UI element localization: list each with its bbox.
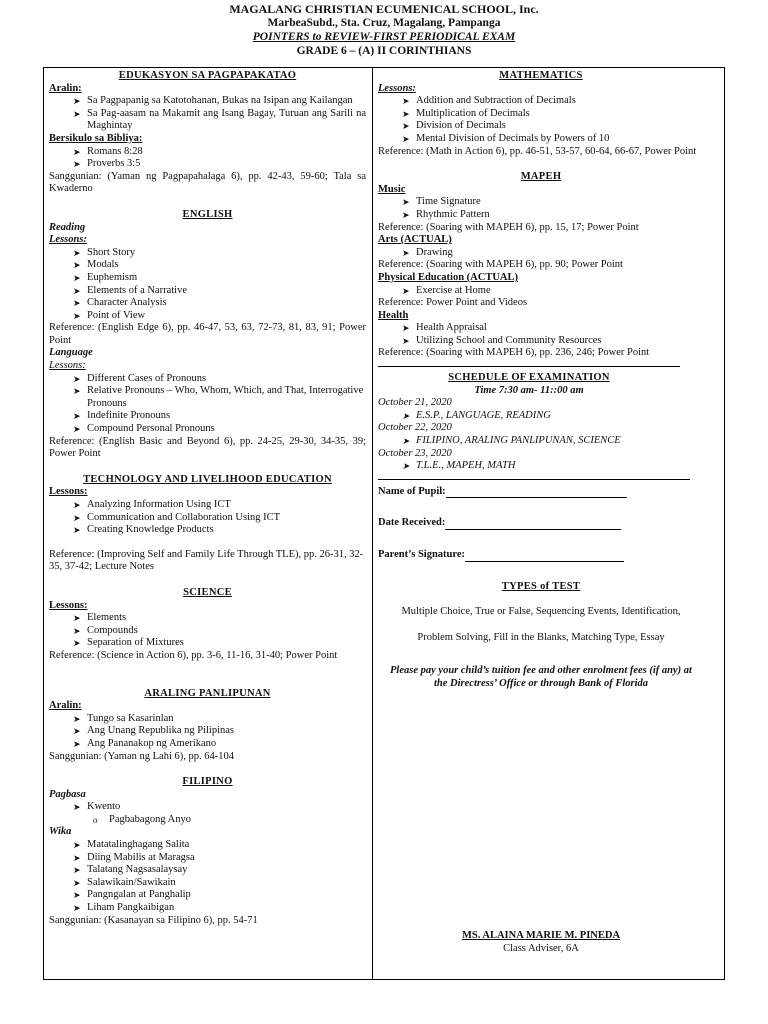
- reference: Sanggunian: (Kasanayan sa Filipino 6), pp. 54-71: [49, 914, 258, 926]
- arrow-bullet-icon: ➤: [402, 209, 410, 220]
- lessons-label: Lessons:: [49, 234, 87, 246]
- list-item: ➤ Sa Pag-aasam na Makamit ang Isang Bagay, Turuan ang Sarili na Maghintay: [73, 107, 366, 132]
- arrow-bullet-icon: ➤: [73, 260, 81, 271]
- list-item: ➤ Elements: [73, 612, 127, 624]
- health-label: Health: [378, 309, 409, 321]
- pagbasa-label: Pagbasa: [49, 788, 86, 800]
- bible-label: Bersikulo sa Bibliya:: [49, 132, 143, 144]
- list-item: ➤ Relative Pronouns – Who, Whom, Which, and That, Interrogative Pronouns: [73, 385, 364, 409]
- section-title: FILIPINO: [182, 776, 233, 788]
- arrow-bullet-icon: ➤: [73, 386, 81, 397]
- list-item: ➤ Division of Decimals: [402, 120, 506, 132]
- list-item: ➤ Indefinite Pronouns: [73, 410, 171, 422]
- lesson-list: [49, 713, 366, 751]
- list-item: ➤ Analyzing Information Using ICT: [73, 499, 231, 510]
- left-column: [49, 70, 366, 927]
- lesson-list: [49, 801, 366, 826]
- arrow-bullet-icon: ➤: [73, 525, 81, 536]
- aralin-label: Aralin:: [49, 82, 82, 94]
- list-item: ➤ Proverbs 3:5: [73, 158, 141, 170]
- arrow-bullet-icon: ➤: [73, 726, 81, 737]
- language-label: Language: [49, 347, 93, 359]
- list-item: ➤ Short Story: [73, 246, 136, 258]
- list-item: ➤ Euphemism: [73, 271, 138, 283]
- exam-time: Time 7:30 am- 11::00 am: [474, 384, 584, 396]
- arrow-bullet-icon: ➤: [73, 802, 81, 813]
- lesson-list: [49, 95, 366, 133]
- arrow-bullet-icon: ➤: [402, 108, 410, 119]
- lessons-label: Lessons:: [49, 360, 86, 372]
- circle-bullet-icon: o: [93, 814, 98, 825]
- list-item: ➤ Mental Division of Decimals by Powers of 10: [402, 132, 610, 144]
- list-item: ➤ Rhythmic Pattern: [402, 208, 490, 220]
- blank-line[interactable]: [446, 497, 627, 498]
- lesson-list: [49, 247, 366, 323]
- adviser-role: Class Adviser, 6A: [503, 942, 579, 954]
- list-item: ➤ E.S.P., LANGUAGE, READING: [402, 409, 551, 421]
- test-types-line: Multiple Choice, True or False, Sequencing Events, Identification,: [401, 606, 681, 618]
- music-label: Music: [378, 183, 406, 195]
- list-item: ➤ Modals: [73, 259, 119, 271]
- grade-section: GRADE 6 – (A) II CORINTHIANS: [296, 45, 472, 57]
- list-item: ➤ Point of View: [73, 309, 146, 321]
- schedule-section: [378, 372, 704, 473]
- arrow-bullet-icon: ➤: [73, 890, 81, 901]
- parent-signature-field[interactable]: [378, 549, 704, 562]
- section-title: MAPEH: [520, 171, 562, 183]
- section-title: EDUKASYON SA PAGPAPAKATAO: [118, 70, 297, 81]
- reference: Reference: (Science in Action 6), pp. 3-6, 11-16, 31-40; Power Point: [49, 649, 338, 661]
- filipino-section: [49, 776, 366, 927]
- list-item: ➤ Kwento: [73, 801, 121, 813]
- list-item: ➤ Sa Pagpapanig sa Katotohanan, Bukas na Isipan ang Kailangan: [73, 95, 353, 107]
- reference: Sanggunian: (Yaman ng Pagpapahalaga 6), pp. 42-43, 59-60; Tala sa Kwaderno: [49, 170, 366, 195]
- list-item: ➤ Addition and Subtraction of Decimals: [402, 95, 576, 107]
- arrow-bullet-icon: ➤: [73, 247, 81, 258]
- list-item: ➤ Compounds: [73, 624, 138, 636]
- list-item: ➤ Utilizing School and Community Resources: [402, 334, 602, 346]
- arrow-bullet-icon: ➤: [73, 310, 81, 321]
- reference: Sanggunian: (Yaman ng Lahi 6), pp. 64-104: [49, 750, 234, 762]
- field-label: Name of Pupil:: [378, 485, 446, 497]
- schedule-date: October 21, 2020: [378, 397, 452, 409]
- list-item: ➤ Multiplication of Decimals: [402, 107, 530, 119]
- lesson-list: [378, 285, 704, 298]
- arrow-bullet-icon: ➤: [402, 285, 410, 296]
- arrow-bullet-icon: ➤: [73, 298, 81, 309]
- field-label: Date Received:: [378, 517, 446, 529]
- arrow-bullet-icon: ➤: [73, 500, 81, 510]
- arrow-bullet-icon: ➤: [73, 625, 81, 636]
- schedule-date: October 22, 2020: [378, 422, 452, 434]
- lesson-list: [49, 839, 366, 915]
- column-divider: [372, 67, 373, 980]
- arrow-bullet-icon: ➤: [402, 410, 410, 421]
- arrow-bullet-icon: ➤: [73, 272, 81, 283]
- list-item: ➤ Creating Knowledge Products: [73, 524, 214, 536]
- schedule-list: [378, 460, 704, 473]
- list-item: ➤ Ang Unang Republika ng Pilipinas: [73, 725, 234, 737]
- schedule-list: [378, 410, 704, 423]
- science-section: [49, 587, 366, 663]
- blank-line[interactable]: [465, 561, 624, 562]
- arrow-bullet-icon: ➤: [73, 638, 81, 649]
- separator-line: [378, 479, 690, 480]
- list-item: ➤ Ang Pananakop ng Amerikano: [73, 737, 217, 749]
- blank-line[interactable]: [445, 529, 621, 530]
- section-title: SCHEDULE OF EXAMINATION: [448, 372, 610, 384]
- arrow-bullet-icon: ➤: [402, 436, 410, 447]
- reference: Reference: (English Basic and Beyond 6), pp. 24-25, 29-30, 34-35, 39; Power Point: [49, 435, 366, 460]
- list-item: ➤ Drawing: [402, 246, 453, 258]
- test-types-line: Problem Solving, Fill in the Blanks, Matching Type, Essay: [417, 631, 665, 643]
- lesson-list: [378, 322, 704, 347]
- arrow-bullet-icon: ➤: [73, 613, 81, 624]
- list-item: ➤ Time Signature: [402, 196, 481, 208]
- arrow-bullet-icon: ➤: [73, 865, 81, 876]
- field-label: Parent’s Signature:: [378, 549, 466, 560]
- pe-label: Physical Education (ACTUAL): [378, 271, 519, 283]
- document-header: [0, 2, 768, 58]
- lesson-list: [378, 247, 704, 260]
- list-item: ➤ T.L.E., MAPEH, MATH: [402, 460, 516, 472]
- list-item: ➤ Talatang Nagsasalaysay: [73, 864, 188, 876]
- arrow-bullet-icon: ➤: [73, 852, 81, 863]
- arrow-bullet-icon: ➤: [73, 877, 81, 888]
- arrow-bullet-icon: ➤: [402, 121, 410, 132]
- arrow-bullet-icon: ➤: [402, 197, 410, 208]
- adviser-block: [378, 930, 704, 955]
- list-item: ➤ Different Cases of Pronouns: [73, 372, 207, 384]
- aralin-label: Aralin:: [49, 700, 82, 712]
- arrow-bullet-icon: ➤: [73, 738, 81, 749]
- wika-label: Wika: [49, 826, 72, 838]
- list-item: ➤ Elements of a Narrative: [73, 284, 187, 296]
- arrow-bullet-icon: ➤: [73, 903, 81, 914]
- schedule-date: October 23, 2020: [378, 447, 452, 459]
- list-item: ➤ Romans 8:28: [73, 145, 143, 157]
- arrow-bullet-icon: ➤: [402, 133, 410, 144]
- bible-list: [49, 146, 366, 171]
- arrow-bullet-icon: ➤: [73, 373, 81, 384]
- list-item: ➤ Liham Pangkaibigan: [73, 902, 175, 914]
- list-item: ➤ FILIPINO, ARALING PANLIPUNAN, SCIENCE: [402, 435, 621, 447]
- lessons-label: Lessons:: [49, 599, 88, 611]
- list-item: ➤ Exercise at Home: [402, 284, 491, 296]
- document-subtitle: POINTERS to REVIEW-FIRST PERIODICAL EXAM: [252, 31, 516, 43]
- arrow-bullet-icon: ➤: [73, 285, 81, 296]
- schedule-list: [378, 435, 704, 448]
- section-title: ARALING PANLIPUNAN: [144, 687, 271, 699]
- reference: Reference: Power Point and Videos: [378, 297, 528, 309]
- arrow-bullet-icon: ➤: [73, 146, 81, 157]
- reference: Reference: (Math in Action 6), pp. 46-51, 53-57, 60-64, 66-67, Power Point: [378, 145, 697, 157]
- list-item: ➤ Health Appraisal: [402, 322, 487, 334]
- list-item: o Pagbabagong Anyo: [93, 813, 191, 825]
- list-item: ➤ Pangngalan at Panghalip: [73, 889, 191, 901]
- ap-section: [49, 688, 366, 764]
- arrow-bullet-icon: ➤: [402, 247, 410, 258]
- lesson-list: [378, 196, 704, 221]
- arrow-bullet-icon: ➤: [402, 96, 410, 107]
- reference: Reference: (Soaring with MAPEH 6), pp. 236, 246; Power Point: [378, 347, 650, 359]
- tle-section: [49, 474, 366, 574]
- pupil-name-field[interactable]: [378, 486, 704, 499]
- list-item: ➤ Salawikain/Sawikain: [73, 876, 176, 888]
- arrow-bullet-icon: ➤: [402, 323, 410, 334]
- list-item: ➤ Matatalinghagang Salita: [73, 839, 190, 851]
- reference: Reference: (Improving Self and Family Life Through TLE), pp. 26-31, 32-35, 37-42; Lecture Notes: [49, 548, 364, 573]
- arrow-bullet-icon: ➤: [73, 840, 81, 851]
- school-address: MarbeaSubd., Sta. Cruz, Magalang, Pampanga: [267, 17, 501, 29]
- arrow-bullet-icon: ➤: [73, 108, 81, 119]
- school-name: MAGALANG CHRISTIAN ECUMENICAL SCHOOL, Inc.: [229, 2, 539, 16]
- mapeh-section: [378, 171, 704, 360]
- arrow-bullet-icon: ➤: [73, 411, 81, 422]
- english-section: [49, 209, 366, 461]
- adviser-name: MS. ALAINA MARIE M. PINEDA: [461, 930, 621, 941]
- payment-note: Please pay your child’s tuition fee and other enrolment fees (if any) at the Directress’ Office or through Bank of Florida: [390, 665, 692, 689]
- lessons-label: Lessons:: [378, 82, 416, 94]
- arrow-bullet-icon: ➤: [73, 713, 81, 724]
- arrow-bullet-icon: ➤: [73, 96, 81, 107]
- arrow-bullet-icon: ➤: [402, 335, 410, 346]
- reading-label: Reading: [49, 221, 86, 233]
- arts-label: Arts (ACTUAL): [378, 234, 452, 246]
- list-item: ➤ Diing Mabilis at Maragsa: [73, 851, 195, 863]
- separator-line: [378, 366, 680, 367]
- list-item: ➤ Tungo sa Kasarinlan: [73, 712, 174, 724]
- reference: Reference: (Soaring with MAPEH 6), pp. 90; Power Point: [378, 259, 623, 271]
- esp-section: [49, 70, 366, 196]
- arrow-bullet-icon: ➤: [73, 159, 81, 170]
- lessons-label: Lessons:: [49, 486, 88, 498]
- lesson-list: [49, 499, 366, 537]
- list-item: ➤ Character Analysis: [73, 297, 167, 309]
- section-title: TECHNOLOGY AND LIVELIHOOD EDUCATION: [83, 473, 332, 485]
- date-received-field[interactable]: [378, 517, 704, 530]
- list-item: ➤ Compound Personal Pronouns: [73, 423, 215, 435]
- math-section: [378, 70, 704, 158]
- list-item: ➤ Communication and Collaboration Using ICT: [73, 511, 281, 523]
- section-title: MATHEMATICS: [499, 70, 583, 81]
- reference: Reference: (Soaring with MAPEH 6), pp. 15, 17; Power Point: [378, 221, 639, 233]
- test-types-section: [378, 581, 704, 645]
- lesson-list: [378, 95, 704, 145]
- lesson-list: [49, 612, 366, 650]
- arrow-bullet-icon: ➤: [402, 461, 410, 472]
- right-column: [378, 70, 704, 954]
- section-title: TYPES of TEST: [501, 580, 581, 592]
- section-title: ENGLISH: [182, 208, 233, 220]
- list-item: ➤ Separation of Mixtures: [73, 637, 184, 649]
- arrow-bullet-icon: ➤: [73, 424, 81, 435]
- reference: Reference: (English Edge 6), pp. 46-47, 53, 63, 72-73, 81, 83, 91; Power Point: [49, 322, 366, 346]
- lesson-list: [49, 373, 366, 436]
- arrow-bullet-icon: ➤: [73, 512, 81, 523]
- section-title: SCIENCE: [183, 586, 232, 598]
